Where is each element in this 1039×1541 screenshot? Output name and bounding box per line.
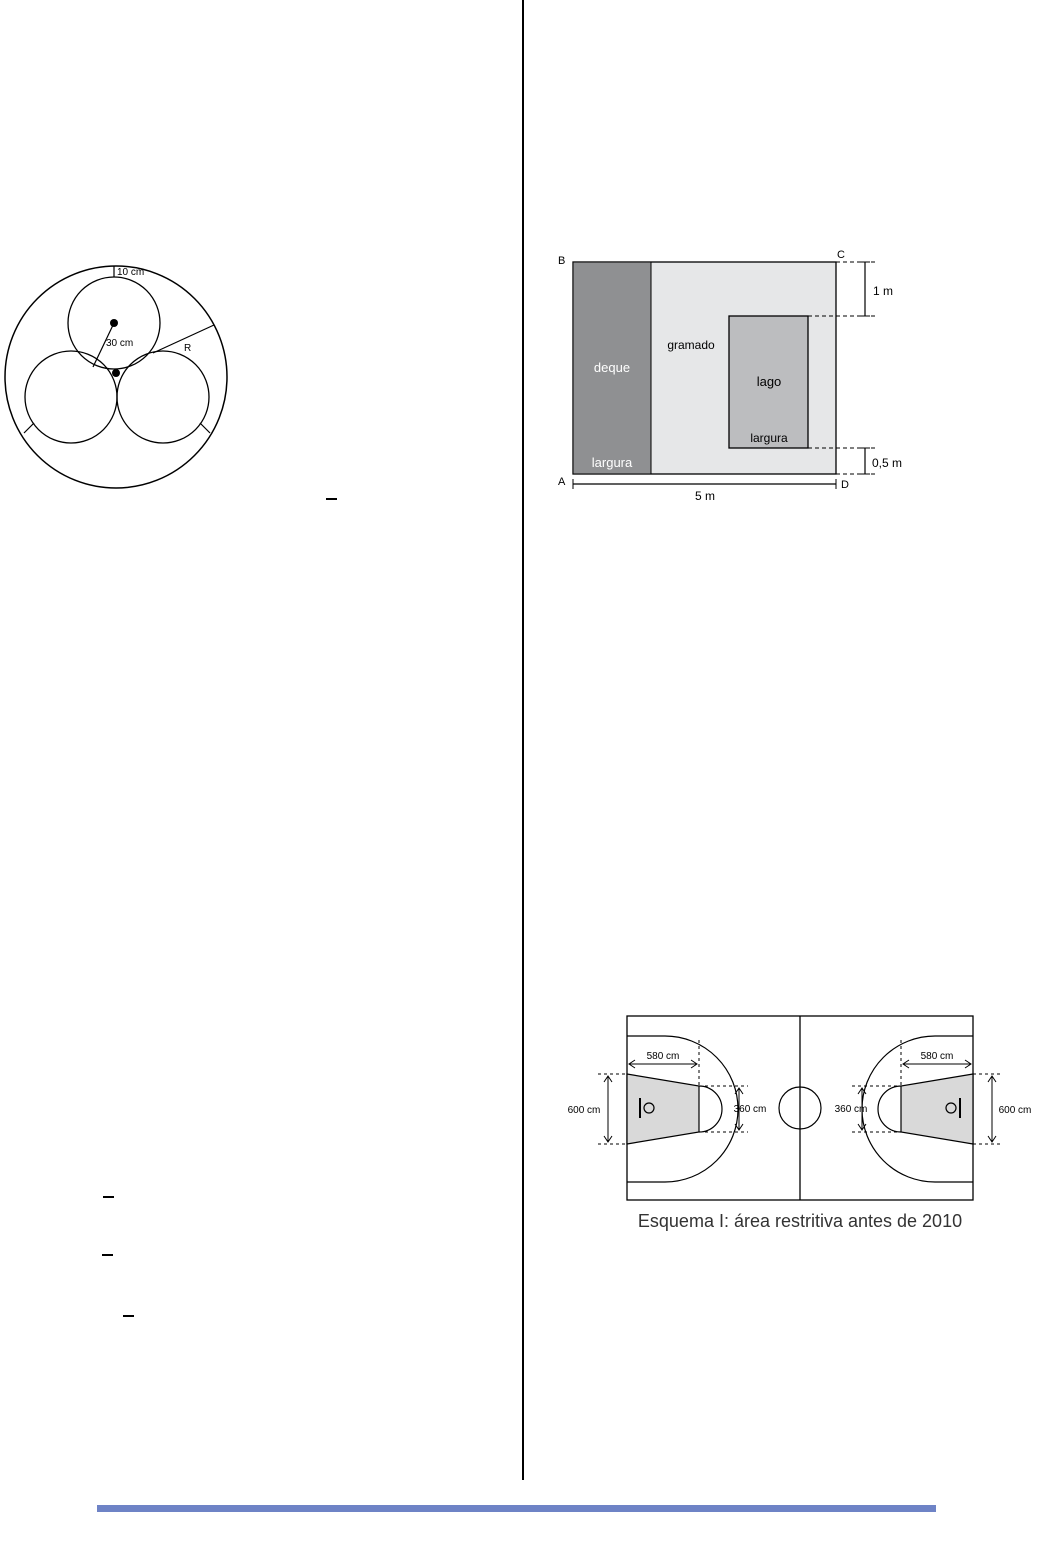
top-gap-label: 1 m [873, 284, 894, 298]
footer-bar [97, 1505, 936, 1512]
corner-c: C [837, 249, 845, 261]
middle-center-dot [112, 369, 120, 377]
right-restricted-area [901, 1074, 973, 1144]
left-key-length-label: 580 cm [646, 1051, 680, 1062]
formula-bar [123, 1315, 134, 1317]
right-top-width-label: 360 cm [834, 1104, 868, 1115]
lake-label: lago [756, 374, 782, 389]
radius-label: 30 cm [106, 338, 134, 349]
corner-b: B [558, 255, 566, 267]
left-gap-tick [24, 423, 34, 433]
corner-d: D [841, 479, 849, 491]
outer-radius-label: R [184, 343, 192, 354]
left-restricted-area [627, 1074, 699, 1144]
left-top-width-label: 360 cm [733, 1104, 767, 1115]
left-small-circle [25, 351, 117, 443]
bottom-gap-label: 0,5 m [872, 456, 903, 470]
lake-width-label: largura [750, 431, 788, 445]
left-base-width-label: 600 cm [567, 1105, 601, 1116]
court-figure [560, 1010, 1030, 1205]
right-gap-tick [200, 423, 210, 433]
deck-width-label: largura [591, 455, 633, 470]
corner-a: A [558, 476, 566, 488]
circles-figure [0, 260, 240, 492]
deck-label: deque [593, 360, 631, 375]
formula-bar [326, 498, 337, 500]
right-key-length-label: 580 cm [920, 1051, 954, 1062]
gap-label: 10 cm [117, 267, 145, 278]
formula-bar [103, 1196, 114, 1198]
garden-figure [550, 245, 920, 510]
right-base-width-label: 600 cm [998, 1105, 1032, 1116]
lawn-label: gramado [667, 338, 715, 352]
court-caption: Esquema I: área restritiva antes de 2010 [637, 1211, 963, 1231]
length-label: 5 m [694, 489, 716, 503]
column-divider [522, 0, 524, 1480]
right-small-circle [117, 351, 209, 443]
formula-bar [102, 1254, 113, 1256]
